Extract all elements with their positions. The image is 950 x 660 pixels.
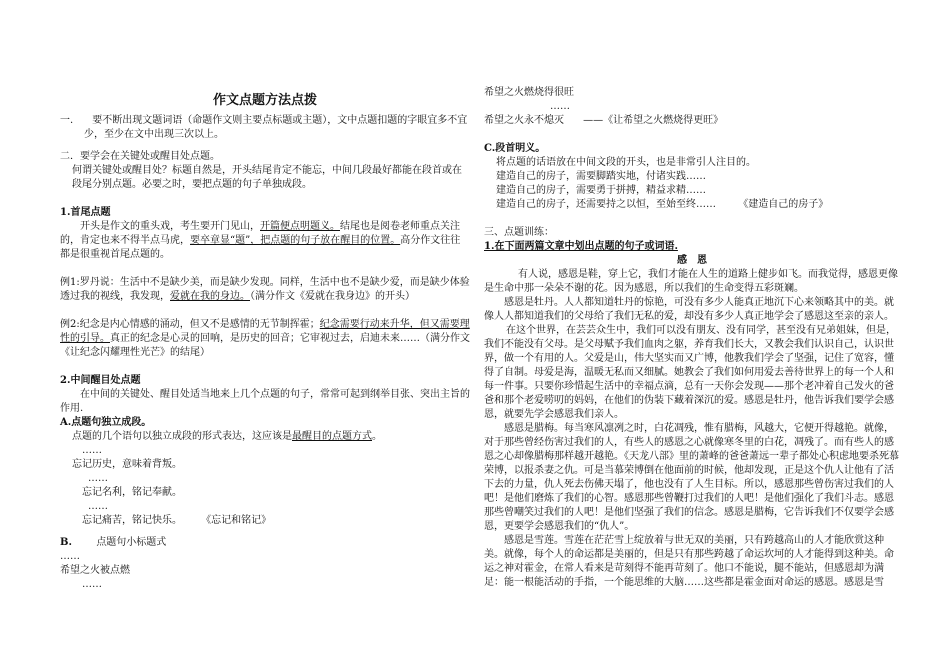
s2-heading: 2.中间醒目处点题 xyxy=(60,375,141,386)
example-1 xyxy=(60,276,470,304)
poem-line-1: 忘记历史，意味着背叛。 xyxy=(72,459,182,470)
sB-heading xyxy=(60,536,470,550)
r-line-2-text: 希望之火永不熄灭 xyxy=(484,115,564,126)
r-dots: …… xyxy=(550,101,570,112)
sC-line-1: 建造自己的房子，需要脚踏实地，付诸实践…… xyxy=(496,171,706,182)
s2-text: 在中间的关键处、醒目处适当地来上几个点题的句子，常常可起到纲举目张、突出主旨的作用. xyxy=(60,389,470,414)
s1-underline-2: 要卒章显“题”，把点题的句子放在醒目的位置。 xyxy=(190,235,401,246)
essay-para-4: 感恩是腊梅。每当寒风凛冽之时，白花凋残，惟有腊梅，风越大，它便开得越艳。就像，对于那些曾经伤害过我们的人，有些人的感恩之心就像寒冬里的白花，凋残了。而有些人的感恩之心却像腊梅那样越开越艳。《天龙八部》里的萧峰的爸爸萧远一辈子都处心积虑地要杀死慕荣博，以报杀妻之仇。可是当慕荣博倒在他面前的时候，他却发现，正是这个仇人让他有了活下去的力量，仇人死去伤佛天塌了，他也没有了人生目标。所以，感恩那些曾伤害过我们的人吧！是他们磨炼了我们的心智。感恩那些曾鞭打过我们的人吧！是他们强化了我们斗志。感恩那些曾嘲笑过我们的人吧！是他们坚强了我们的信念。感恩是腊梅，它告诉我们不仅要学会感恩，更要学会感恩我们的“仇人”。 xyxy=(484,423,899,532)
poem-line-2: 忘记名利，铭记奉献。 xyxy=(82,487,182,498)
essay-para-2: 感恩是牡丹。人人都知道牡丹的惊艳，可没有多少人能真正地沉下心来领略其中的美。就像人人都知道我们的父母给了我们无私的爱，却没有多少人真正地学会了感恩这至亲的亲人。 xyxy=(484,297,894,322)
s1-mid: 结尾也是阅卷老师重点关注的，肯定也来不得半点马虎， xyxy=(60,221,460,246)
sC-text: 将点题的话语放在中间文段的开头，也是非常引人注目的。 xyxy=(496,157,756,168)
item1-num: 一. xyxy=(60,115,74,126)
ex1-post: （满分作文《爱就在我身边》的开头） xyxy=(250,291,415,302)
poem-dots-2: …… xyxy=(88,473,108,484)
page-title: 作文点题方法点拨 xyxy=(212,93,317,108)
sB-dots: …… xyxy=(60,551,80,562)
ex2-post: 真正的纪念是心灵的回响，是历史的回音；它审视过去，启迪未来……（满分作文《让纪念闪耀理性光芒》的结尾） xyxy=(60,333,470,358)
training-task: 1.在下面两篇文章中划出点题的句子或词语. xyxy=(484,241,678,252)
sC-heading: C.段首明义。 xyxy=(484,143,546,154)
sB-line: 希望之火被点燃 xyxy=(60,565,130,576)
ex2-underline: 纪念需要行动来升华，但又需要理性的引导。 xyxy=(60,319,470,344)
s1-underline-1: 开篇便点明题义。 xyxy=(260,221,340,232)
item1-text: 要不断出现文题词语（命题作文则主要点标题或主题），文中点题扣题的字眼宜多不宜少，至少在文中出现三次以上。 xyxy=(84,115,468,140)
poem-dots-1: …… xyxy=(82,445,102,456)
ex1-underline: 爱就在我的身边。 xyxy=(170,291,250,302)
essay-title: 感 恩 xyxy=(677,255,707,266)
right-column xyxy=(484,86,900,590)
sB-label: B. xyxy=(60,537,72,548)
sA-post: 。 xyxy=(372,431,382,442)
item2-text: 何谓关键处或醒目处？标题自然是，开头结尾肯定不能忘，中间几段最好都能在段首或在段尾分别点题。必要之时，要把点题的句子单独成段。 xyxy=(72,165,462,190)
training-heading: 三、点题训练： xyxy=(484,227,554,238)
poem-line-3 xyxy=(60,514,470,528)
sB-dots-2: …… xyxy=(82,579,102,590)
poem-line-3-text: 忘记痛苦，铭记快乐。 xyxy=(82,515,182,526)
sA-heading: A.点题句独立成段。 xyxy=(60,417,152,428)
r-line-2 xyxy=(484,114,900,128)
sA-underline: 最醒目的点题方式 xyxy=(292,431,372,442)
poem-dots-3: …… xyxy=(88,501,108,512)
sA-text xyxy=(60,430,470,444)
essay-para-5: 感恩是雪莲。雪莲在茫茫雪上绽放着与世无双的美丽，只有跨越高山的人才能欣赏这种美。就像，每个人的命运都是美丽的，但是只有那些跨越了命运坎坷的人才能得到这种美。命运之神对霍金，在常人看来是苛刻得不能再苛刻了。他口不能说，腿不能站，但感恩却为满足：能一根能活动的手指，一个能思维的大脑……这些都是霍金面对命运的感恩。感恩是雪 xyxy=(484,535,894,588)
poem-source: 《忘记和铭记》 xyxy=(201,515,272,526)
s1-paragraph xyxy=(60,220,470,262)
sC-source: 《建造自己的房子》 xyxy=(738,199,829,210)
r-line-1: 希望之火燃烧得很旺 xyxy=(484,87,574,98)
ex1-pre: 例1:罗丹说：生活中不是缺少美，而是缺少发现。同样，生活中也不是缺少爱，而是缺少体验透过我的视线，我发现， xyxy=(60,277,470,302)
left-column xyxy=(60,0,470,592)
s1-pre: 开头是作文的重头戏，考生要开门见山， xyxy=(80,221,260,232)
essay-para-3: 在这个世界，在芸芸众生中，我们可以没有朋友、没有同学，甚至没有兄弟姐妹，但是，我们不能没有父母。是父母赋予我们血肉之躯，养育我们长大，又教会我们认识自己，认识世界，做一个有用的人。父爱是山，伟大坚实而又广博，他教我们学会了坚强，记住了宽容，懂得了自制。母爱是海，温暖无私而又细腻。她教会了我们如何用爱去善待世界上的每一个人和每一件事。只要你珍惜起生活中的幸福点滴，总有一天你会发现——那个老冲着自己发火的爸爸和那个老爱唠叨的妈妈，在他们的伪装下藏着深沉的爱。感恩是牡丹，他告诉我们要学会感恩，就要先学会感恩我们亲人。 xyxy=(484,325,896,420)
r-source: ——《让希望之火燃烧得更旺》 xyxy=(583,115,724,126)
sB-text: 点题句小标题式 xyxy=(96,537,167,548)
sA-pre: 点题的几个语句以独立成段的形式表达，这应该是 xyxy=(72,431,292,442)
item2-heading: 二．要学会在关键处或醒目处点题。 xyxy=(60,151,220,162)
example-2 xyxy=(60,318,470,360)
ex2-pre: 例2:纪念是内心情感的涌动，但又不是感情的无节制挥霍； xyxy=(60,319,320,330)
s1-heading: 1.首尾点题 xyxy=(60,207,111,218)
sC-line-3 xyxy=(484,198,900,212)
essay-para-1: 有人说，感恩是鞋，穿上它，我们才能在人生的道路上健步如飞。而我觉得，感恩更像是生命中那一朵朵不谢的花。因为感恩，所以我们的生命变得五彩斑斓。 xyxy=(484,269,898,294)
item1 xyxy=(60,114,470,142)
sC-line-2: 建造自己的房子，需要勇于拼搏，精益求精…… xyxy=(496,185,706,196)
s1-post: 高分作文往往都是很重视首尾点题的。 xyxy=(60,235,461,260)
sC-line-3-text: 建造自己的房子，还需要持之以恒，至始至终…… xyxy=(496,199,716,210)
